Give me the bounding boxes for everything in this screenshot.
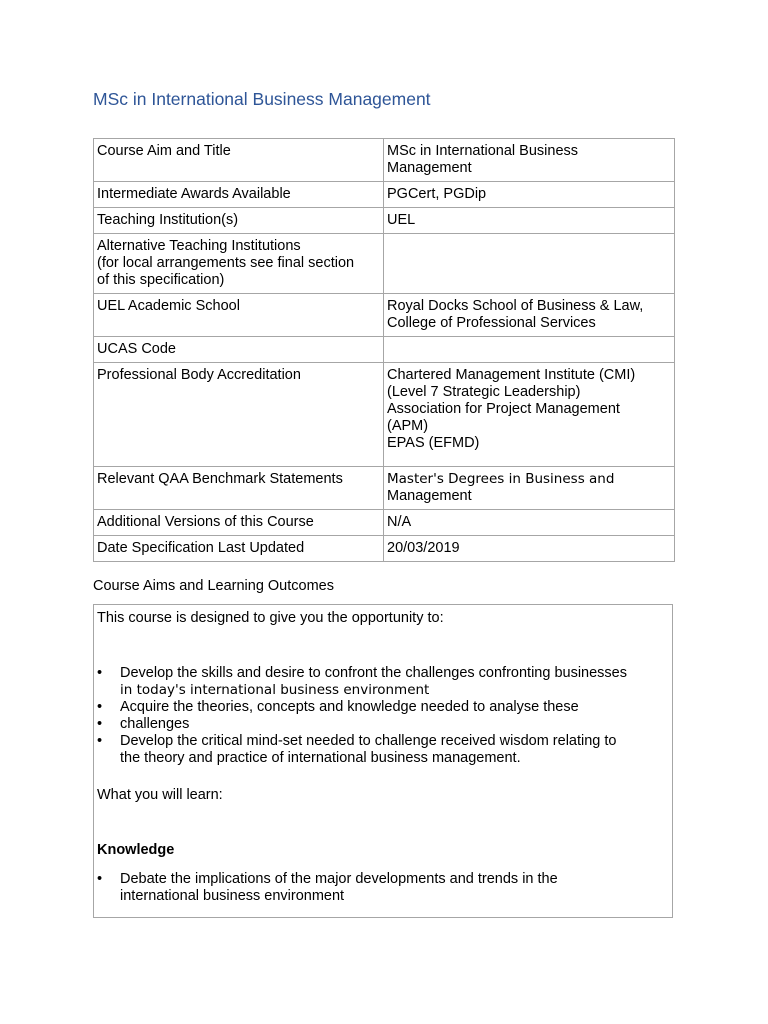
bullet-icon: • xyxy=(97,665,103,681)
cell-text: Royal Docks School of Business & Law, xyxy=(387,298,644,314)
knowledge-heading: Knowledge xyxy=(97,842,175,858)
row-value-course-aim-title xyxy=(384,139,675,182)
cell-text: (Level 7 Strategic Leadership) xyxy=(387,384,581,400)
cell-text: Course Aim and Title xyxy=(97,143,231,159)
row-value-accreditation xyxy=(384,363,675,467)
cell-text: Intermediate Awards Available xyxy=(97,186,291,202)
row-value-qaa-benchmark xyxy=(384,467,675,510)
cell-text: Association for Project Management xyxy=(387,401,620,417)
bullet-text: in today's international business environment xyxy=(120,682,430,698)
bullet-text: challenges xyxy=(120,716,190,732)
bullet-text: Develop the critical mind-set needed to challenge received wisdom relating to xyxy=(120,733,617,749)
course-spec-table xyxy=(93,138,675,562)
row-label-course-aim-title xyxy=(94,139,384,182)
row-value-alternative-institutions xyxy=(384,234,675,294)
bullet-text: Acquire the theories, concepts and knowledge needed to analyse these xyxy=(120,699,579,715)
bullet-icon: • xyxy=(97,871,103,887)
cell-text: UEL xyxy=(387,212,416,228)
bullet-icon: • xyxy=(97,733,103,749)
row-value-ucas-code xyxy=(384,337,675,363)
row-label-additional-versions xyxy=(94,510,384,536)
table-row xyxy=(94,234,675,294)
cell-text: Relevant QAA Benchmark Statements xyxy=(97,471,343,487)
table-row xyxy=(94,536,675,562)
row-label-ucas-code xyxy=(94,337,384,363)
table-row xyxy=(94,139,675,182)
list-item xyxy=(97,665,669,699)
bullet-icon: • xyxy=(97,716,103,732)
cell-text: Additional Versions of this Course xyxy=(97,514,314,530)
cell-text: (APM) xyxy=(387,418,429,434)
list-item xyxy=(97,699,669,716)
cell-text: Date Specification Last Updated xyxy=(97,540,305,556)
list-item xyxy=(97,733,669,767)
cell-text: College of Professional Services xyxy=(387,315,596,331)
page-title: MSc in International Business Management xyxy=(93,89,431,109)
row-label-intermediate-awards xyxy=(94,182,384,208)
knowledge-bullet-list xyxy=(97,871,669,905)
row-value-academic-school xyxy=(384,294,675,337)
cell-text: 20/03/2019 xyxy=(387,540,460,556)
cell-text: Teaching Institution(s) xyxy=(97,212,239,228)
cell-text: N/A xyxy=(387,514,412,530)
row-label-alternative-institutions xyxy=(94,234,384,294)
cell-text: Alternative Teaching Institutions xyxy=(97,238,301,254)
table-row xyxy=(94,294,675,337)
row-label-academic-school xyxy=(94,294,384,337)
table-row xyxy=(94,510,675,536)
bullet-text: Develop the skills and desire to confront the challenges confronting businesses xyxy=(120,665,627,681)
row-value-teaching-institution xyxy=(384,208,675,234)
aims-bullet-list xyxy=(97,665,669,767)
cell-text: of this specification) xyxy=(97,272,225,288)
row-label-accreditation xyxy=(94,363,384,467)
cell-text: Management xyxy=(387,488,472,504)
bullet-icon: • xyxy=(97,699,103,715)
cell-text: EPAS (EFMD) xyxy=(387,435,480,451)
bullet-text: Debate the implications of the major developments and trends in the xyxy=(120,871,558,887)
row-label-teaching-institution xyxy=(94,208,384,234)
aims-intro: This course is designed to give you the opportunity to: xyxy=(97,610,444,626)
section-heading-aims: Course Aims and Learning Outcomes xyxy=(93,578,334,594)
cell-text: Management xyxy=(387,160,472,176)
cell-text: Master's Degrees in Business and xyxy=(387,471,615,487)
cell-text: UEL Academic School xyxy=(97,298,240,314)
bullet-text: the theory and practice of international business management. xyxy=(120,750,521,766)
table-row xyxy=(94,467,675,510)
table-row xyxy=(94,208,675,234)
list-item xyxy=(97,871,669,905)
cell-text: Professional Body Accreditation xyxy=(97,367,301,383)
cell-text: MSc in International Business xyxy=(387,143,579,159)
table-row xyxy=(94,337,675,363)
list-item xyxy=(97,716,669,733)
cell-text: PGCert, PGDip xyxy=(387,186,487,202)
what-you-will-learn: What you will learn: xyxy=(97,787,223,803)
row-value-additional-versions xyxy=(384,510,675,536)
table-row xyxy=(94,182,675,208)
aims-outcomes-box xyxy=(93,604,673,918)
cell-text: (for local arrangements see final section xyxy=(97,255,355,271)
bullet-text: international business environment xyxy=(120,888,345,904)
table-row xyxy=(94,363,675,467)
row-label-qaa-benchmark xyxy=(94,467,384,510)
cell-text: Chartered Management Institute (CMI) xyxy=(387,367,636,383)
cell-text: UCAS Code xyxy=(97,341,176,357)
row-label-date-updated xyxy=(94,536,384,562)
row-value-date-updated xyxy=(384,536,675,562)
row-value-intermediate-awards xyxy=(384,182,675,208)
